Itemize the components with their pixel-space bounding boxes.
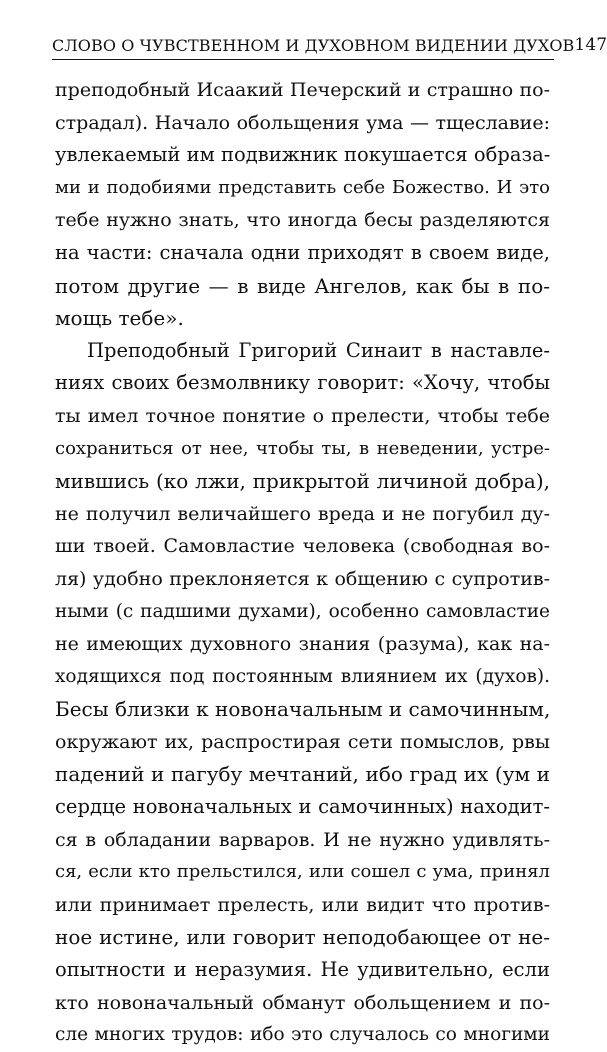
text-line: кто новоначальный обманут обольщением и по- xyxy=(55,991,550,1014)
text-line: ся в обладании варваров. И не нужно удивлять- xyxy=(55,828,550,851)
text-line: или принимает прелесть, или видит что против- xyxy=(55,893,550,916)
body-text xyxy=(55,74,550,1052)
text-line: на части: сначала одни приходят в своем виде, xyxy=(55,240,550,264)
text-line: увлекаемый им подвижник покушается образа- xyxy=(55,143,551,167)
running-head-title: СЛОВО О ЧУВСТВЕННОМ И ДУХОВНОМ ВИДЕНИИ ДУХОВ xyxy=(52,36,575,55)
text-line: тебе нужно знать, что иногда бесы разделяются xyxy=(55,209,550,232)
text-line: окружают их, распростирая сети помыслов, рвы xyxy=(55,730,550,753)
text-line: ниях своих безмолвнику говорит: «Хочу, чтобы xyxy=(55,371,550,395)
text-line: Бесы близки к новоначальным и самочинным, xyxy=(55,697,551,722)
text-line: ши твоей. Самовластие человека (свободная во- xyxy=(55,535,550,558)
text-line: сле многих трудов: ибо это случалось со многими xyxy=(55,1024,550,1046)
paragraph-1 xyxy=(55,74,550,335)
text-line: ся, если кто прельстился, или сошел с ума, принял xyxy=(55,861,550,883)
text-line: ля) удобно преклоняется к общению с супротив- xyxy=(55,567,550,590)
text-line: ходящихся под постоянным влиянием их (духов). xyxy=(55,665,550,687)
text-line: страдал). Начало обольщения ума — тщеславие: xyxy=(55,111,550,134)
text-line: падений и пагубу мечтаний, ибо град их (ум и xyxy=(55,762,550,787)
text-line: сохраниться от нее, чтобы ты, в неведении, устре- xyxy=(55,437,550,459)
text-line: не имеющих духовного знания (разума), как на- xyxy=(55,633,550,656)
text-line: мившись (ко лжи, прикрытой личиной добра), xyxy=(55,469,550,494)
text-line: опытности и неразумия. Не удивительно, если xyxy=(55,958,550,982)
text-line: ное истине, или говорит неподобающее от не- xyxy=(55,925,550,950)
text-line: ными (с падшими духами), особенно самовластие xyxy=(55,600,550,622)
text-line: сердце новоначальных и самочинных) находит- xyxy=(55,795,550,819)
page-number: 147 xyxy=(574,35,607,55)
paragraph-2 xyxy=(55,335,550,1052)
running-head xyxy=(52,32,607,60)
text-line: преподобный Исаакий Печерский и страшно по- xyxy=(55,79,550,101)
text-line: ми и подобиями представить себе Божество. И это xyxy=(55,176,550,198)
text-line: потом другие — в виде Ангелов, как бы в по- xyxy=(55,273,550,298)
text-line: мощь тебе». xyxy=(55,306,184,331)
text-line: ты имел точное понятие о прелести, чтобы тебе xyxy=(55,404,550,427)
text-line: Преподобный Григорий Синаит в наставле- xyxy=(87,338,550,362)
text-line: не получил величайшего вреда и не погубил ду- xyxy=(55,502,550,525)
